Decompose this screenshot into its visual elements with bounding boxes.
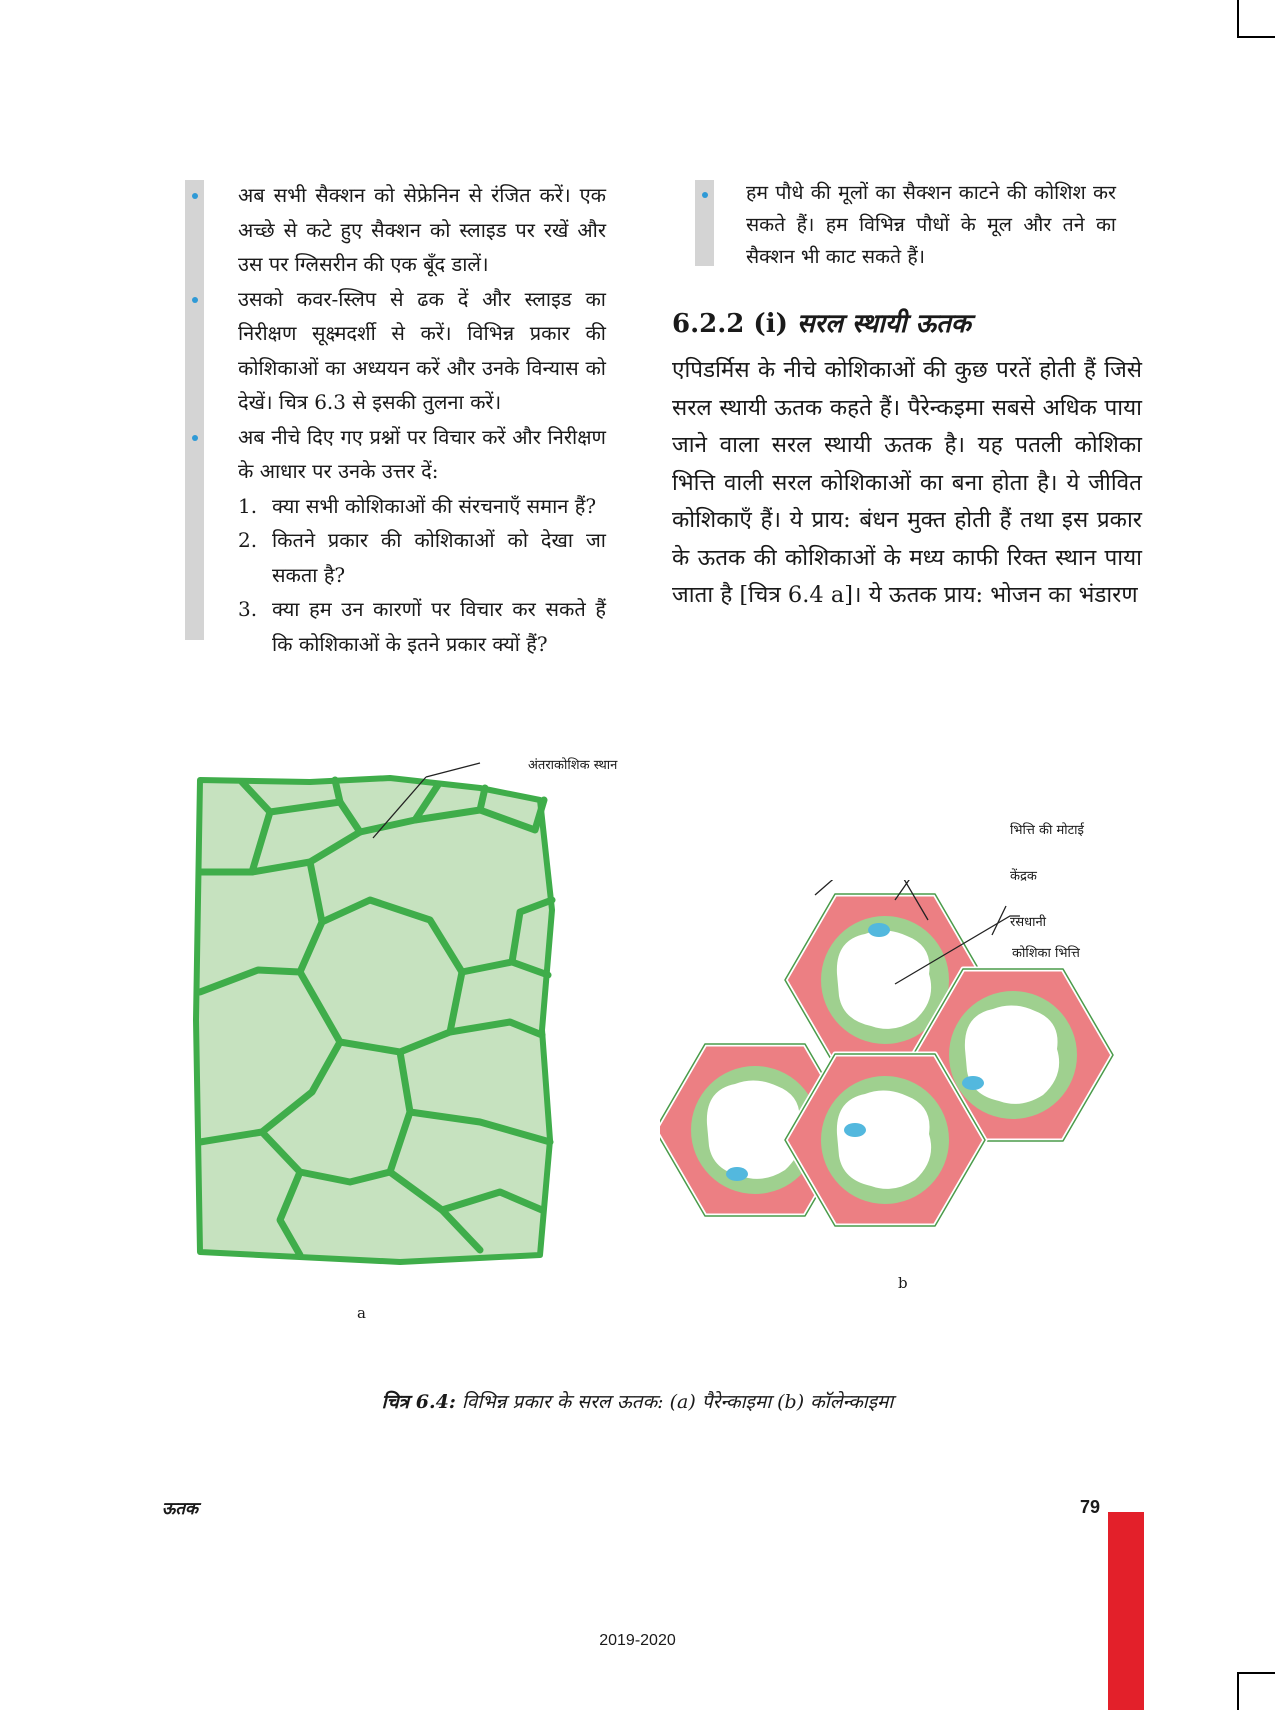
figure-a-sub: a	[357, 1304, 366, 1322]
section-title: सरल स्थायी ऊतक	[796, 309, 971, 339]
left-activity-bar	[185, 180, 204, 640]
figure-caption	[0, 1388, 1275, 1414]
bullet-text: अब नीचे दिए गए प्रश्नों पर विचार करें और निरीक्षण के आधार पर उनके उत्तर दें:	[238, 424, 606, 483]
question-item	[238, 592, 606, 661]
chapter-name: ऊतक	[162, 1499, 199, 1519]
bullet-icon	[192, 435, 198, 441]
left-activity-list	[238, 178, 606, 661]
list-item	[746, 177, 1116, 273]
figure-b-label-cell-wall: कोशिका भित्ति	[1012, 946, 1080, 961]
question-number: 3.	[238, 597, 258, 621]
question-number: 2.	[238, 528, 258, 552]
section-paragraph: एपिडर्मिस के नीचे कोशिकाओं की कुछ परतें होती हैं जिसे सरल स्थायी ऊतक कहते हैं। पैरेन्कइमा सबसे अधिक पाया जाने वाला सरल स्थायी ऊतक है। यह पतली कोशिका भित्ति वाली सरल कोशिकाओं का बना होता है। ये जीवित कोशिकाएँ हैं। ये प्राय: बंधन मुक्त होती हैं तथा इस प्रकार के ऊतक की कोशिकाओं के मध्य काफी रिक्त स्थान पाया जाता है [चित्र 6.4 a]। ये ऊतक प्राय: भोजन का भंडारण	[672, 357, 1142, 608]
caption-text: विभिन्न प्रकार के सरल ऊतक: (a) पैरेन्काइमा (b) कॉलेन्काइमा	[461, 1391, 894, 1413]
bullet-text: हम पौधे की मूलों का सैक्शन काटने की कोशिश कर सकते हैं। हम विभिन्न पौधों के मूल और तने का सैक्शन भी काट सकते हैं।	[746, 181, 1116, 268]
bullet-icon	[192, 297, 198, 303]
list-item	[238, 420, 606, 662]
question-text: क्या सभी कोशिकाओं की संरचनाएँ समान हैं?	[272, 493, 597, 518]
parenchyma-leader-line	[426, 763, 480, 777]
bullet-icon	[702, 192, 708, 198]
question-number: 1.	[238, 493, 258, 518]
figure-b-label-vacuole: रसधानी	[1010, 915, 1047, 930]
section-heading	[672, 304, 971, 340]
crop-mark-top-vertical	[1237, 0, 1239, 38]
figure-b-sub: b	[898, 1274, 908, 1292]
bullet-text: उसको कवर-स्लिप से ढक दें और स्लाइड का निरीक्षण सूक्ष्मदर्शी से करें। विभिन्न प्रकार की कोशिकाओं का अध्ययन करें और उनके विन्यास को देखें। चित्र 6.3 से इसकी तुलना करें।	[238, 286, 606, 414]
figure-b-label-wall-thickness: भित्ति की मोटाई	[1010, 823, 1084, 838]
list-item	[238, 282, 606, 420]
bullet-text: अब सभी सैक्शन को सेफ्रेनिन से रंजित करें। एक अच्छे से कटे हुए सैक्शन को स्लाइड पर रखें और उस पर ग्लिसरीन की एक बूँद डालें।	[238, 183, 606, 276]
question-item	[238, 489, 606, 524]
list-item	[238, 178, 606, 282]
question-text: क्या हम उन कारणों पर विचार कर सकते हैं कि कोशिकाओं के इतने प्रकार क्यों हैं?	[272, 597, 606, 656]
page-number: 79	[1079, 1497, 1100, 1517]
question-text: कितने प्रकार की कोशिकाओं को देखा जा सकता है?	[272, 528, 606, 587]
parenchyma-figure	[180, 740, 580, 1290]
section-number: 6.2.2 (i)	[672, 309, 788, 339]
year-footer: 2019-2020	[599, 1632, 676, 1649]
figure-a-label: अंतराकोशिक स्थान	[528, 758, 618, 773]
question-item	[238, 523, 606, 592]
caption-prefix: चित्र 6.4:	[381, 1391, 456, 1413]
figure-b-label-nucleus: केंद्रक	[1010, 869, 1037, 884]
question-list	[238, 489, 606, 662]
page-tab	[1108, 1512, 1144, 1710]
crop-mark-top-horizontal	[1237, 36, 1275, 38]
crop-mark-bottom-vertical	[1237, 1672, 1239, 1710]
bullet-icon	[192, 193, 198, 199]
right-activity-list	[746, 177, 1116, 273]
collenchyma-figure	[660, 880, 1120, 1260]
crop-mark-bottom-horizontal	[1237, 1672, 1275, 1674]
